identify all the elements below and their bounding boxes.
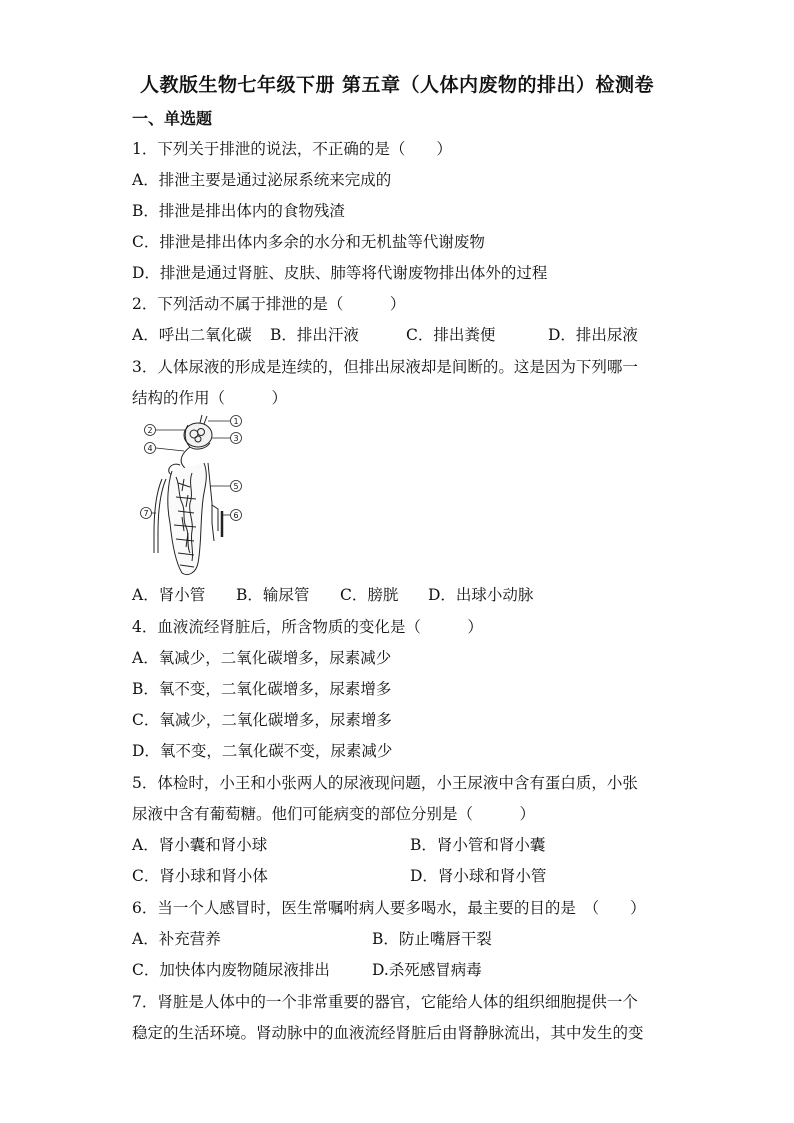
question-4-stem: 4．血液流经肾脏后，所含物质的变化是（ ） <box>132 618 483 636</box>
question-2-option-a: A．呼出二氧化碳 <box>132 326 252 344</box>
diagram-label-6: 6 <box>233 510 239 520</box>
question-3-stem-line1: 3．人体尿液的形成是连续的，但排出尿液却是间断的。这是因为下列哪一 <box>132 358 638 376</box>
question-5-option-a: A．肾小囊和肾小球 <box>132 836 268 854</box>
question-1-option-a: A．排泄主要是通过泌尿系统来完成的 <box>132 171 392 189</box>
question-2-option-c: C．排出粪便 <box>406 326 496 344</box>
diagram-label-3: 3 <box>233 433 239 443</box>
question-3-option-c: C．膀胱 <box>340 586 399 604</box>
question-7-stem-line2: 稳定的生活环境。肾动脉中的血液流经肾脏后由肾静脉流出，其中发生的变 <box>132 1024 644 1042</box>
question-3-option-b: B．输尿管 <box>236 586 310 604</box>
question-6-option-d: D.杀死感冒病毒 <box>372 961 482 979</box>
diagram-label-2: 2 <box>147 425 153 435</box>
question-2-option-b: B．排出汗液 <box>270 326 359 344</box>
question-6-stem: 6．当一个人感冒时，医生常嘱咐病人要多喝水，最主要的目的是 （ ） <box>132 899 646 917</box>
question-1-stem: 1．下列关于排泄的说法，不正确的是（ ） <box>132 140 452 158</box>
diagram-label-1: 1 <box>233 416 239 426</box>
question-3-stem-line2: 结构的作用（ ） <box>132 389 288 407</box>
question-4-option-b: B．氧不变，二氧化碳增多，尿素增多 <box>132 680 392 698</box>
question-6-option-a: A．补充营养 <box>132 930 221 948</box>
diagram-label-5: 5 <box>233 481 239 491</box>
question-6-option-c: C．加快体内废物随尿液排出 <box>132 961 330 979</box>
question-4-option-c: C．氧减少，二氧化碳增多，尿素增多 <box>132 711 392 729</box>
question-7-stem-line1: 7．肾脏是人体中的一个非常重要的器官，它能给人体的组织细胞提供一个 <box>132 993 638 1011</box>
question-5-stem-line1: 5．体检时，小王和小张两人的尿液现问题，小王尿液中含有蛋白质，小张 <box>132 774 638 792</box>
question-3-option-a: A．肾小管 <box>132 586 206 604</box>
question-2-option-d: D．排出尿液 <box>548 326 638 344</box>
question-5-option-b: B．肾小管和肾小囊 <box>410 836 546 854</box>
question-1-option-d: D．排泄是通过肾脏、皮肤、肺等将代谢废物排出体外的过程 <box>132 264 548 282</box>
question-5-option-c: C．肾小球和肾小体 <box>132 867 268 885</box>
section-heading: 一、单选题 <box>132 109 213 128</box>
page-title: 人教版生物七年级下册 第五章（人体内废物的排出）检测卷 <box>139 74 655 96</box>
question-5-stem-line2: 尿液中含有葡萄糖。他们可能病变的部位分别是（ ） <box>132 805 536 823</box>
diagram-label-7: 7 <box>143 508 149 518</box>
question-6-option-b: B．防止嘴唇干裂 <box>372 930 492 948</box>
diagram-label-4: 4 <box>147 443 153 453</box>
question-5-option-d: D．肾小球和肾小管 <box>410 867 547 885</box>
question-4-option-d: D．氧不变，二氧化碳不变，尿素减少 <box>132 742 393 760</box>
question-1-option-c: C．排泄是排出体内多余的水分和无机盐等代谢废物 <box>132 233 485 251</box>
question-4-option-a: A．氧减少，二氧化碳增多，尿素减少 <box>132 649 392 667</box>
question-2-stem: 2．下列活动不属于排泄的是（ ） <box>132 295 406 313</box>
question-3-option-d: D．出球小动脉 <box>428 586 534 604</box>
question-1-option-b: B．排泄是排出体内的食物残渣 <box>132 202 345 220</box>
nephron-diagram <box>132 413 250 583</box>
